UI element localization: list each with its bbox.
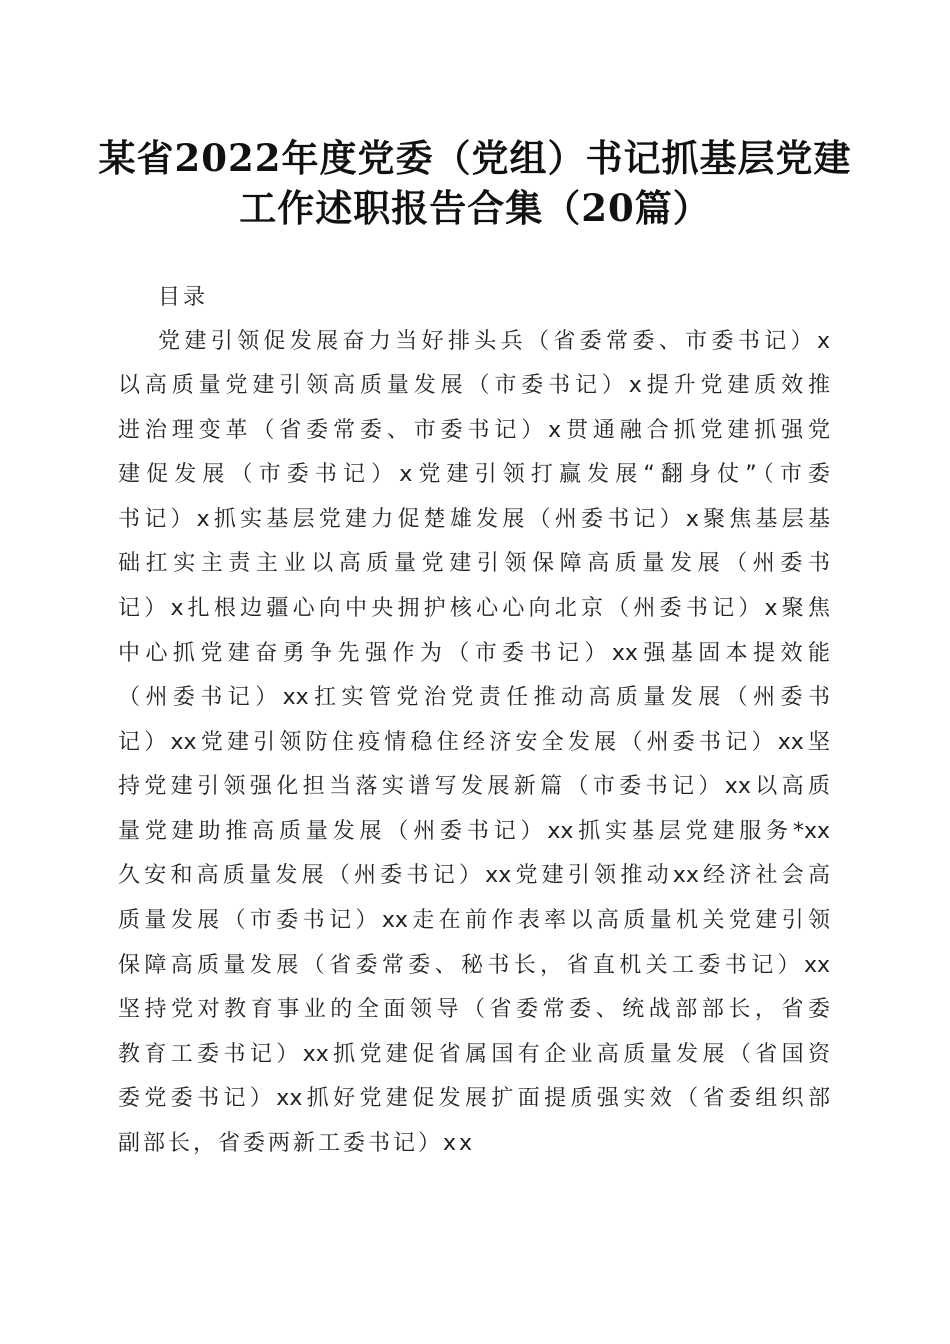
toc-line: 记）x扎根边疆心向中央拥护核心心向北京（州委书记）x聚焦 bbox=[118, 596, 830, 621]
toc-line: 础扛实主责主业以高质量党建引领保障高质量发展（州委书 bbox=[118, 551, 830, 576]
toc-line: 建促发展（市委书记）x党建引领打赢发展“翻身仗”（市委 bbox=[118, 462, 830, 487]
toc-line: 书记）x抓实基层党建力促楚雄发展（州委书记）x聚焦基层基 bbox=[118, 507, 830, 532]
toc-line: 保障高质量发展（省委常委、秘书长，省直机关工委书记）xx bbox=[118, 953, 830, 978]
toc-line: 党建引领促发展奋力当好排头兵（省委常委、市委书记）x bbox=[158, 329, 830, 354]
document-title-line-1: 某省2022年度党委（党组）书记抓基层党建 bbox=[98, 136, 852, 180]
toc-line: 委党委书记）xx抓好党建促发展扩面提质强实效（省委组织部 bbox=[118, 1086, 830, 1111]
document-title-line-2: 工作述职报告合集（20篇） bbox=[239, 186, 711, 230]
toc-line: 量党建助推高质量发展（州委书记）xx抓实基层党建服务*xx bbox=[118, 819, 830, 844]
toc-line: 记）xx党建引领防住疫情稳住经济安全发展（州委书记）xx坚 bbox=[118, 730, 830, 755]
toc-line: 久安和高质量发展（州委书记）xx党建引领推动xx经济社会高 bbox=[118, 863, 830, 888]
toc-line: 副部长，省委两新工委书记）xx bbox=[118, 1131, 476, 1156]
toc-line: 坚持党对教育事业的全面领导（省委常委、统战部部长，省委 bbox=[118, 997, 830, 1022]
toc-line: 持党建引领强化担当落实谱写发展新篇（市委书记）xx以高质 bbox=[118, 774, 830, 799]
toc-line: 进治理变革（省委常委、市委书记）x贯通融合抓党建抓强党 bbox=[118, 418, 830, 443]
toc-heading: 目录 bbox=[158, 285, 209, 310]
toc-line: 中心抓党建奋勇争先强作为（市委书记）xx强基固本提效能 bbox=[118, 641, 830, 666]
toc-line: 以高质量党建引领高质量发展（市委书记）x提升党建质效推 bbox=[118, 373, 830, 398]
toc-line: 教育工委书记）xx抓党建促省属国有企业高质量发展（省国资 bbox=[118, 1042, 830, 1067]
toc-line: 质量发展（市委书记）xx走在前作表率以高质量机关党建引领 bbox=[118, 908, 830, 933]
toc-line: （州委书记）xx扛实管党治党责任推动高质量发展（州委书 bbox=[118, 685, 830, 710]
